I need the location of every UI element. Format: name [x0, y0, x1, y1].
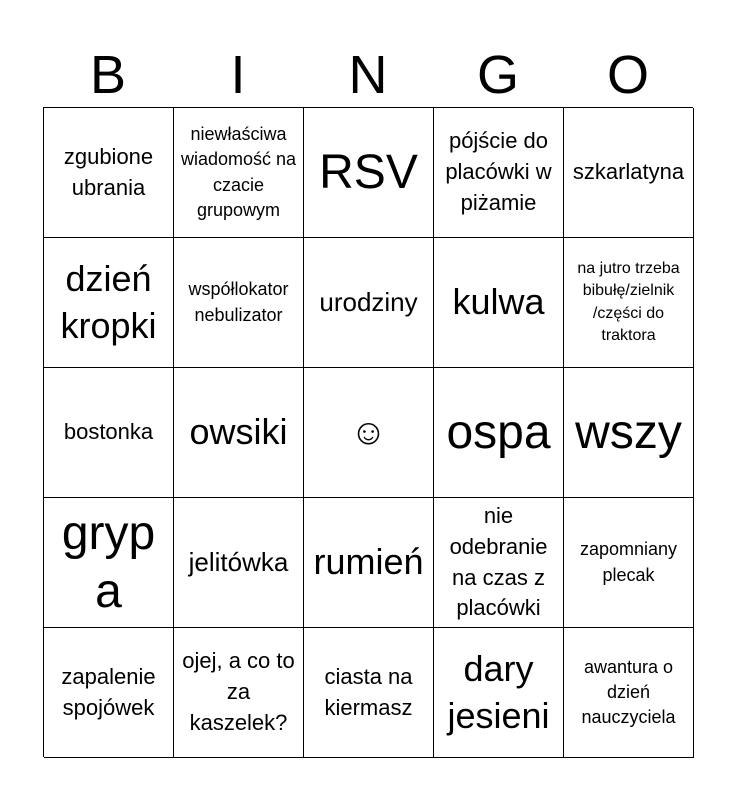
bingo-cell-r4c1[interactable]: grypa — [44, 498, 174, 628]
bingo-cell-r4c2[interactable]: jelitówka — [174, 498, 304, 628]
bingo-cell-r2c4[interactable]: kulwa — [434, 238, 564, 368]
bingo-cell-r1c3[interactable]: RSV — [304, 108, 434, 238]
header-letter-n: N — [348, 45, 388, 105]
bingo-header — [43, 42, 693, 108]
bingo-cell-r3c2[interactable]: owsiki — [174, 368, 304, 498]
bingo-board — [43, 107, 693, 757]
bingo-cell-r5c2[interactable]: ojej, a co to za kaszelek? — [174, 628, 304, 758]
bingo-cell-r4c5[interactable]: zapomniany plecak — [564, 498, 694, 628]
header-letter-i: I — [230, 45, 246, 105]
bingo-cell-r3c3-free[interactable]: ☺ — [304, 368, 434, 498]
bingo-cell-r1c5[interactable]: szkarlatyna — [564, 108, 694, 238]
bingo-cell-r2c5[interactable]: na jutro trzeba bibułę/zielnik /części do traktora — [564, 238, 694, 368]
bingo-cell-r3c1[interactable]: bostonka — [44, 368, 174, 498]
bingo-cell-r5c3[interactable]: ciasta na kiermasz — [304, 628, 434, 758]
bingo-cell-r2c1[interactable]: dzień kropki — [44, 238, 174, 368]
bingo-cell-r2c2[interactable]: współlokator nebulizator — [174, 238, 304, 368]
header-letter-b: B — [89, 45, 127, 105]
bingo-cell-r4c4[interactable]: nie odebranie na czas z placówki — [434, 498, 564, 628]
header-letter-g: G — [476, 45, 519, 105]
bingo-cell-r1c1[interactable]: zgubione ubrania — [44, 108, 174, 238]
bingo-cell-r2c3[interactable]: urodziny — [304, 238, 434, 368]
bingo-cell-r5c5[interactable]: awantura o dzień nauczyciela — [564, 628, 694, 758]
bingo-cell-r1c2[interactable]: niewłaściwa wiadomość na czacie grupowym — [174, 108, 304, 238]
bingo-cell-r5c4[interactable]: dary jesieni — [434, 628, 564, 758]
bingo-cell-r3c5[interactable]: wszy — [564, 368, 694, 498]
bingo-cell-r1c4[interactable]: pójście do placówki w piżamie — [434, 108, 564, 238]
bingo-cell-r5c1[interactable]: zapalenie spojówek — [44, 628, 174, 758]
header-letter-o: O — [606, 45, 649, 105]
bingo-cell-r4c3[interactable]: rumień — [304, 498, 434, 628]
bingo-cell-r3c4[interactable]: ospa — [434, 368, 564, 498]
